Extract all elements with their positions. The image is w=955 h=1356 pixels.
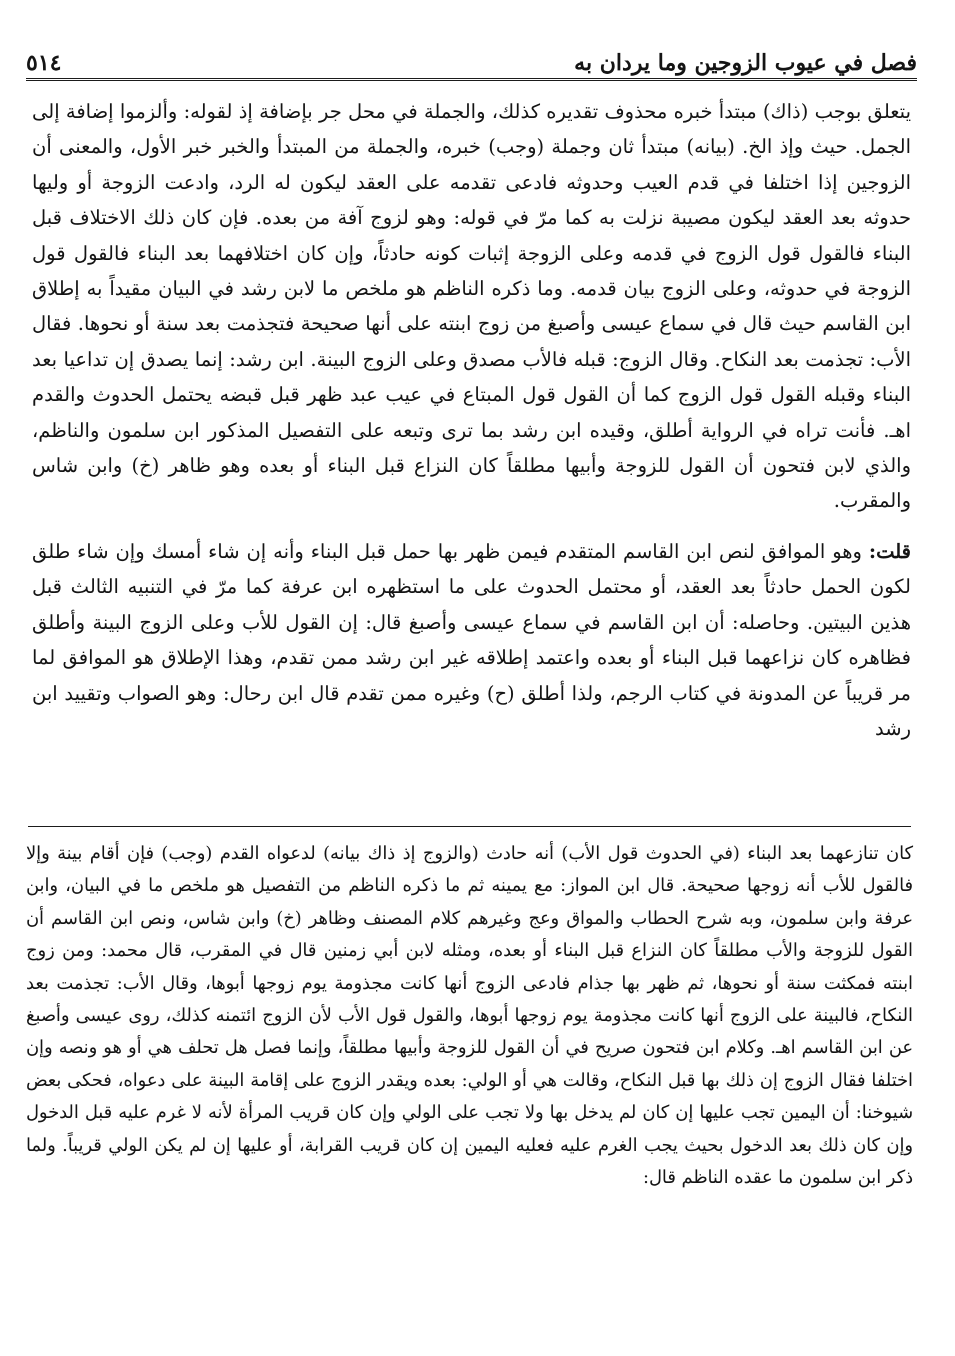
main-text-block	[32, 94, 911, 746]
running-title: فصل في عيوب الزوجين وما يردان به	[574, 50, 917, 76]
footnote-block	[26, 838, 913, 1194]
footnote-separator	[28, 826, 911, 827]
page-header	[26, 32, 917, 81]
main-paragraph-2-text: وهو الموافق لنص ابن القاسم المتقدم فيمن ظهر بها حمل قبل البناء وأنه إن شاء أمسك وإن شاء طلق لكون الحمل حادثاً بعد العقد، أو محتمل الحدوث على ما استظهره ابن عرفة كما مرّ في التنبيه الثالث قبل هذين البيتين. وحاصله: أن ابن القاسم في سماع عيسى وأصبغ قال: إن القول للأب وعلى الزوج البينة وأطلق فظاهره كان نزاعهما قبل البناء أو بعده واعتمد إطلاقه غير ابن رشد ممن تقدم، وهذا الإطلاق هو الموافق لما مر قريباً عن المدونة في كتاب الرجم، ولذا أطلق (ح) وغيره ممن تقدم قال ابن رحال: وهو الصواب وتقييد ابن رشد	[32, 539, 912, 740]
main-paragraph-1: يتعلق بوجب (ذاك) مبتدأ خبره محذوف تقديره كذلك، والجملة في محل جر بإضافة إذ لقوله: وألزموا إضافة إلى الجمل. حيث وإذ الخ. (بيانه) مبتدأ ثان وجملة (وجب) خبره، والجملة من المبتدأ والخبر خبر الأول، والمعنى أن الزوجين إذا اختلفا في قدم العيب وحدوثه فادعى تقدمه على العقد ليكون له الرد، وادعت الزوجة أو وليها حدوثه بعد العقد ليكون مصيبة نزلت به كما مرّ في قوله: وهو لزوج آفة من بعده. فإن كان ذلك الاختلاف قبل البناء فالقول قول الزوج في قدمه وعلى الزوجة إثبات كونه حادثاً، وإن كان اختلافهما بعد البناء فالقول قول الزوجة في حدوثه، وعلى الزوج بيان قدمه. وما ذكره الناظم هو ملخص ما لابن رشد في البيان مقيداً به إطلاق ابن القاسم حيث قال في سماع عيسى وأصبغ من زوج ابنته على أنها صحيحة فتجذمت بعد سنة أو نحوها. فقال الأب: تجذمت بعد النكاح. وقال الزوج: قبله فالأب مصدق وعلى الزوج البينة. ابن رشد: إنما يصدق إن تداعيا بعد البناء وقبله القول قول الزوج كما أن القول قول المبتاع في عيب عبد ظهر قبل قبضه يحتمل الحدوث والقدم اهـ. فأنت تراه في الرواية أطلق، وقيده ابن رشد بما ترى وتبعه على التفصيل المذكور ابن سلمون والناظم، والذي لابن فتحون أن القول للزوجة وأبيها مطلقاً كان النزاع قبل البناء أو بعده وهو ظاهر (خ) وابن شاس والمقرب.	[32, 100, 911, 513]
qult-label: قلت:	[868, 539, 911, 563]
footnote-paragraph: كان تنازعهما بعد البناء (في الحدوث قول الأب) أنه حادث (والزوج إذ ذاك بيانه) لدعواه القدم (وجب) فإن أقام بينة وإلا فالقول للأب أنه زوجها صحيحة. قال ابن المواز: مع يمينه ثم ما ذكره الناظم من التفصيل هو ملخص ما في البيان، وابن عرفة وابن سلمون، وبه شرح الحطاب والمواق وعج وغيرهم كلام المصنف وظاهر (خ) وابن شاس، ونص ابن القاسم أن القول للزوجة والأب مطلقاً كان النزاع قبل البناء أو بعده، ومثله لابن أبي زمنين قال في المقرب، قال محمد: ومن زوج ابنته فمكثت سنة أو نحوها، ثم ظهر بها جذام فادعى الزوج أنها كانت مجذومة يوم زوجها أبوها، وقال الأب: تجذمت بعد النكاح، فالبينة على الزوج أنها كانت مجذومة يوم زوجها أبوها، والقول قول الأب لأن الزوج ائتمنه كذلك، روى عيسى وأصبغ عن ابن القاسم اهـ. وكلام ابن فتحون صريح في أن القول للزوجة وأبيها مطلقاً، وإنما فصل هل تحلف هي أو هو ونصه وإن اختلفا فقال الزوج إن ذلك بها قبل النكاح، وقالت هي أو الولي: بعده ويقدر الزوج على إقامة البينة على دعواه، فحكى بعض شيوخنا: أن اليمين تجب عليها إن كان لم يدخل بها ولا تجب على الولي وإن كان قريب المرأة لأنه لا غرم عليه قبل الدخول وإن كان ذلك بعد الدخول بحيث يجب الغرم عليه فعليه اليمين إن كان قريب القرابة، أو عليها إن لم يكن الولي قريباً. ولما ذكر ابن سلمون ما عقده الناظم قال:	[26, 843, 913, 1189]
page-number: ٥١٤	[26, 50, 62, 76]
main-paragraph-2	[32, 534, 911, 746]
